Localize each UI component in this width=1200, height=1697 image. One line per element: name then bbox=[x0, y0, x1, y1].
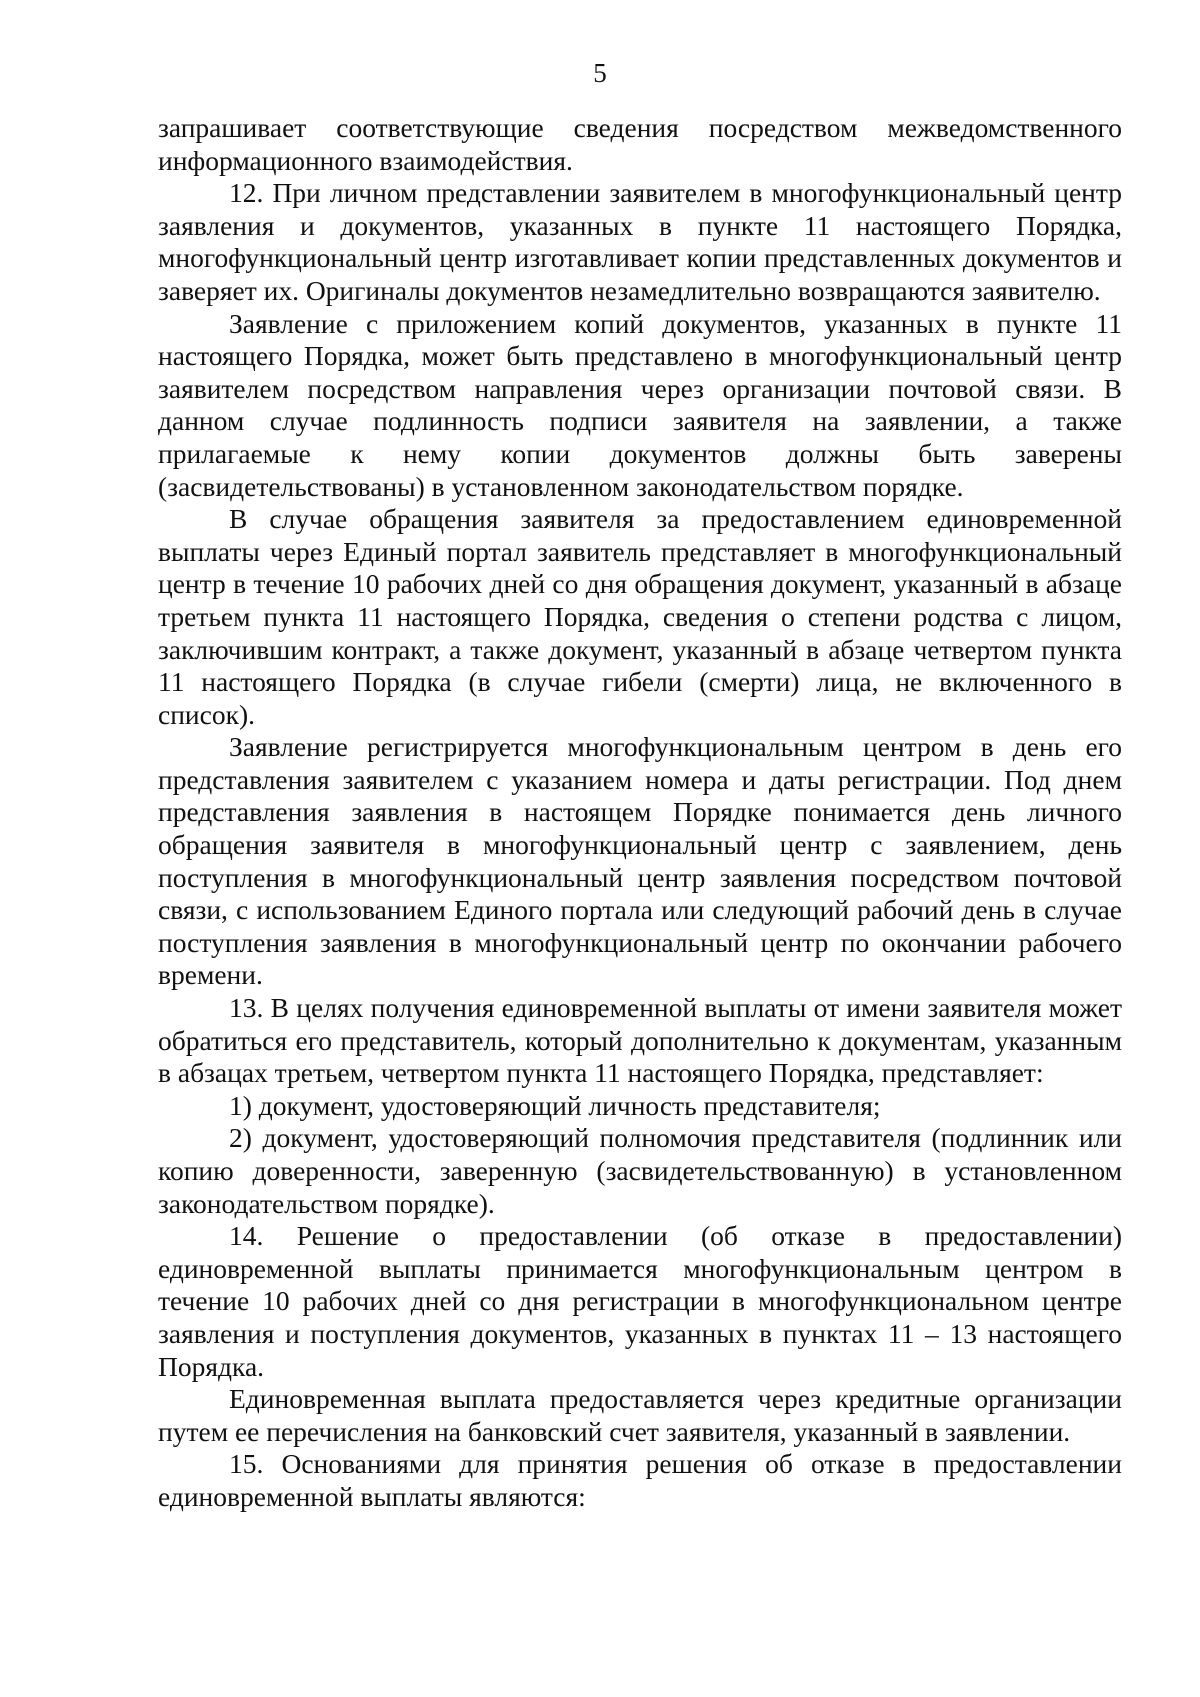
paragraph: 14. Решение о предоставлении (об отказе в предоставлении) единовременной выплаты принимается многофункциональным центром в течение 10 рабочих дней со дня регистрации в многофункциональном центре заявления и поступления документов, указанных в пунктах 11 – 13 настоящего Порядка. bbox=[158, 1220, 1122, 1382]
paragraph: Единовременная выплата предоставляется через кредитные организации путем ее перечисления на банковский счет заявителя, указанный в заявлении. bbox=[158, 1383, 1122, 1447]
paragraph: Заявление регистрируется многофункциональным центром в день его представления заявителем с указанием номера и даты регистрации. Под днем представления заявления в настоящем Порядке понимается день личного обращения заявителя в многофункциональный центр с заявлением, день поступления в многофункциональный центр заявления посредством почтовой связи, с использованием Единого портала или следующий рабочий день в случае поступления заявления в многофункциональный центр по окончании рабочего времени. bbox=[158, 731, 1122, 991]
paragraph: 13. В целях получения единовременной выплаты от имени заявителя может обратиться его представитель, который дополнительно к документам, указанным в абзацах третьем, четвертом пункта 11 настоящего Порядка, представляет: bbox=[158, 992, 1122, 1089]
paragraph: В случае обращения заявителя за предоставлением единовременной выплаты через Единый портал заявитель представляет в многофункциональный центр в течение 10 рабочих дней со дня обращения документ, указанный в абзаце третьем пункта 11 настоящего Порядка, сведения о степени родства с лицом, заключившим контракт, а также документ, указанный в абзаце четвертом пункта 11 настоящего Порядка (в случае гибели (смерти) лица, не включенного в список). bbox=[158, 503, 1122, 730]
paragraph: запрашивает соответствующие сведения посредством межведомственного информационного взаимодействия. bbox=[158, 112, 1122, 176]
paragraph: Заявление с приложением копий документов, указанных в пункте 11 настоящего Порядка, может быть представлено в многофункциональный центр заявителем посредством направления через организации почтовой связи. В данном случае подлинность подписи заявителя на заявлении, а также прилагаемые к нему копии документов должны быть заверены (засвидетельствованы) в установленном законодательством порядке. bbox=[158, 307, 1122, 502]
paragraph: 1) документ, удостоверяющий личность представителя; bbox=[229, 1089, 881, 1121]
paragraph: 12. При личном представлении заявителем в многофункциональный центр заявления и документов, указанных в пункте 11 настоящего Порядка, многофункциональный центр изготавливает копии представленных документов и заверяет их. Оригиналы документов незамедлительно возвращаются заявителю. bbox=[158, 177, 1122, 306]
paragraph: 15. Основаниями для принятия решения об отказе в предоставлении единовременной выплаты являются: bbox=[158, 1448, 1122, 1512]
document-body bbox=[158, 112, 1122, 1514]
page-number: 5 bbox=[593, 58, 607, 88]
paragraph: 2) документ, удостоверяющий полномочия представителя (подлинник или копию доверенности, заверенную (засвидетельствованную) в установленном законодательством порядке). bbox=[158, 1122, 1122, 1219]
